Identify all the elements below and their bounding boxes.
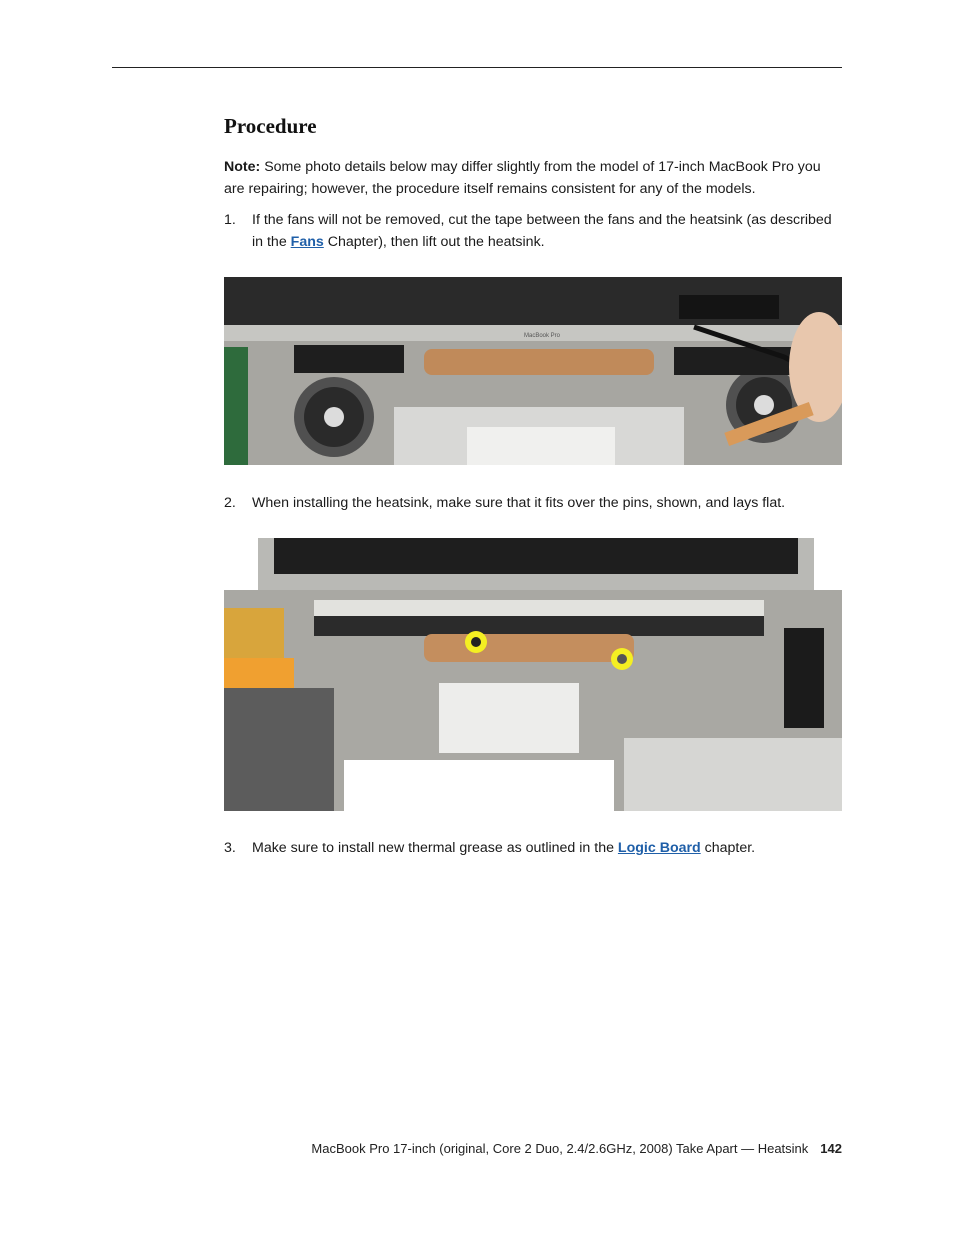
step-number: 1. xyxy=(224,212,236,228)
logic-board-link[interactable]: Logic Board xyxy=(617,840,701,856)
step-number: 3. xyxy=(224,840,236,856)
note-label: Note: xyxy=(224,159,261,175)
photo-label: MacBook Pro xyxy=(524,333,561,339)
step-3 xyxy=(224,837,842,859)
step-2 xyxy=(224,492,842,514)
step-text xyxy=(252,837,842,859)
page-number: 142 xyxy=(820,1141,842,1156)
section-heading: Procedure xyxy=(224,114,317,138)
step-text-after: chapter. xyxy=(700,840,756,856)
heatsink-removal-photo xyxy=(224,277,842,465)
step-number: 2. xyxy=(224,495,236,511)
step-text-after: Chapter), then lift out the heatsink. xyxy=(323,234,545,250)
footer-title: MacBook Pro 17-inch (original, Core 2 Duo, 2.4/2.6GHz, 2008) Take Apart — Heatsink xyxy=(311,1141,809,1156)
step-text: When installing the heatsink, make sure that it fits over the pins, shown, and lays flat. xyxy=(252,495,786,511)
page-footer xyxy=(311,1141,842,1156)
step-1 xyxy=(224,209,842,253)
note-paragraph xyxy=(224,156,842,200)
step-text-before: Make sure to install new thermal grease as outlined in the xyxy=(252,840,618,856)
header-rule xyxy=(112,67,842,68)
note-text: Some photo details below may differ slightly from the model of 17-inch MacBook Pro you are repairing; however, the procedure itself remains consistent for any of the models. xyxy=(224,159,821,197)
fans-link[interactable]: Fans xyxy=(290,234,324,250)
step-text-before: If the fans will not be removed, cut the tape between the fans and the heatsink (as described in the xyxy=(252,212,832,250)
step-text xyxy=(252,209,842,253)
heatsink-install-photo xyxy=(224,538,842,811)
